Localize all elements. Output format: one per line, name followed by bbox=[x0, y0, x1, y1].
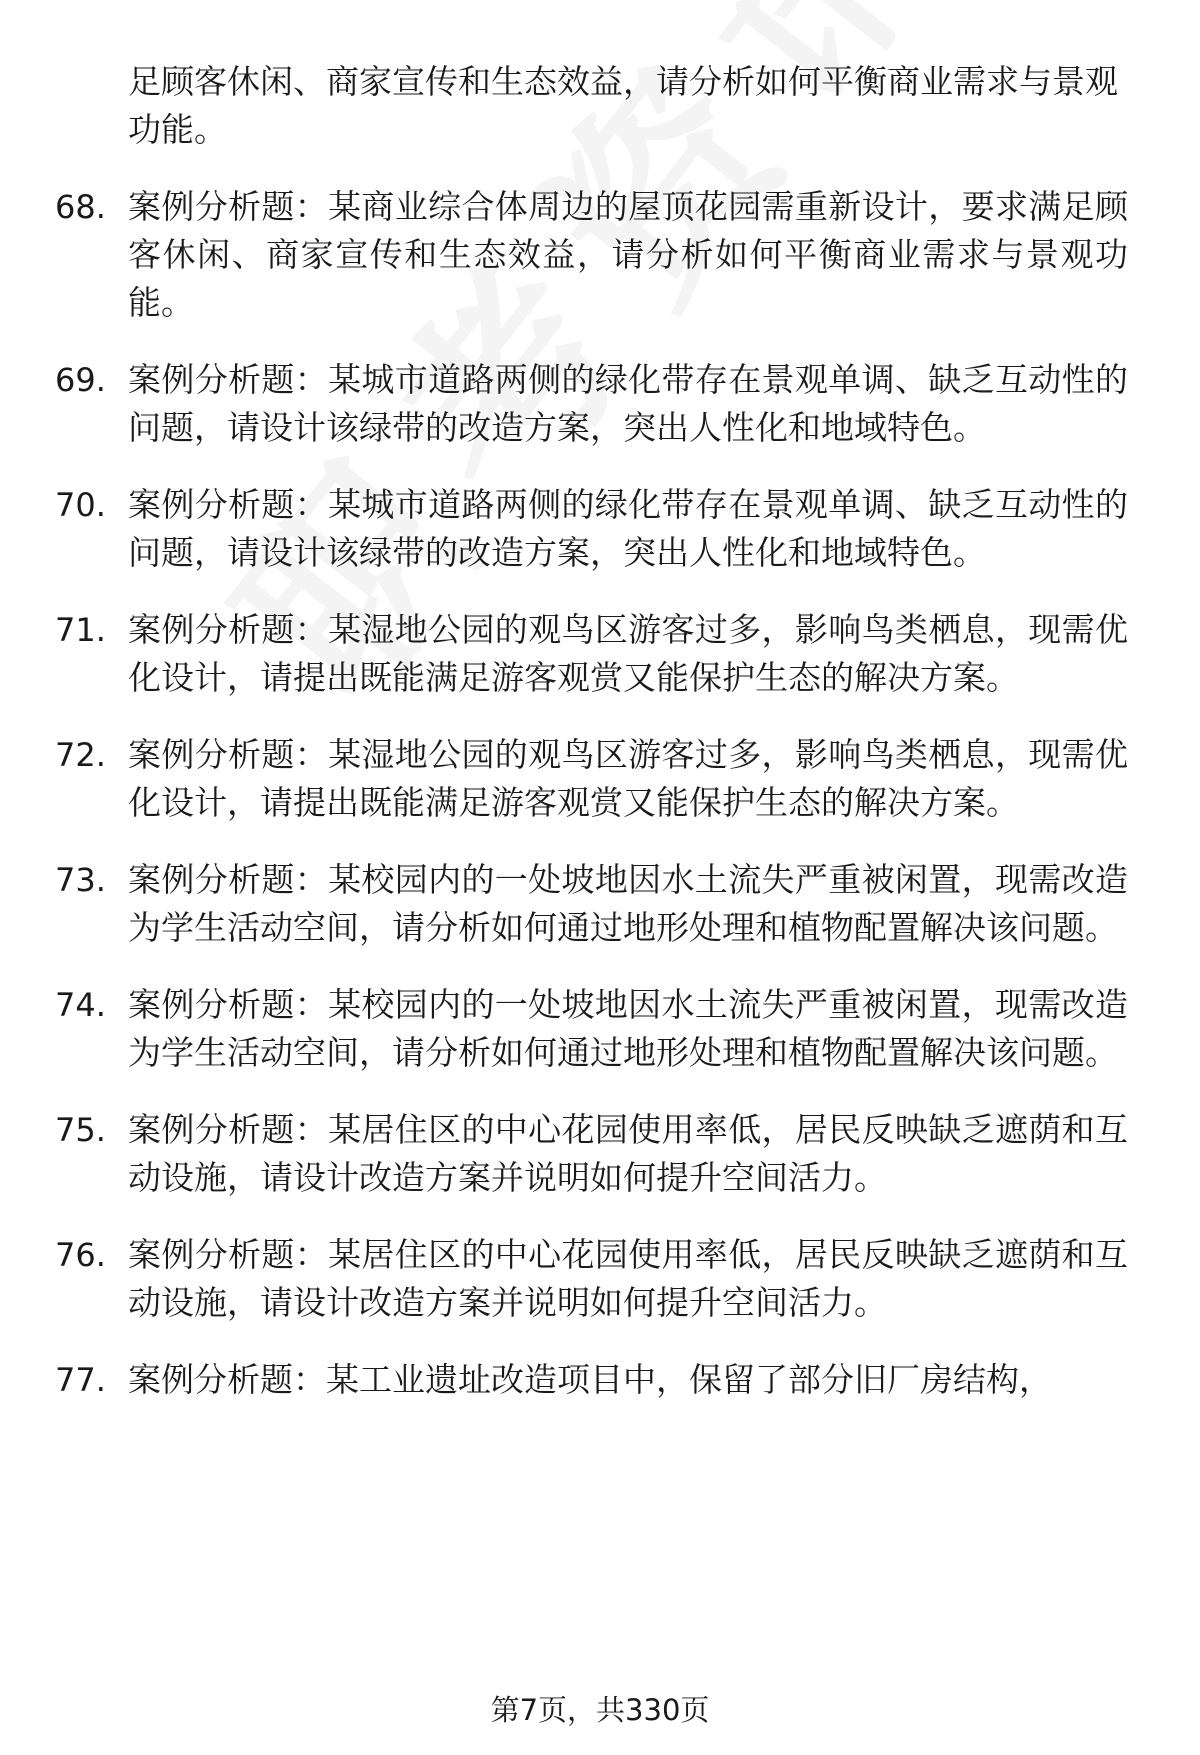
question-item bbox=[55, 856, 1145, 952]
question-number: 75. bbox=[55, 1111, 106, 1149]
question-item bbox=[55, 1231, 1145, 1327]
question-number: 72. bbox=[55, 736, 106, 774]
question-text: 案例分析题：某校园内的一处坡地因水土流失严重被闲置，现需改造为学生活动空间，请分析如何通过地形处理和植物配置解决该问题。 bbox=[128, 860, 1128, 947]
page-footer: 第7页，共330页 bbox=[490, 1693, 710, 1727]
question-item bbox=[55, 183, 1145, 327]
question-text: 案例分析题：某工业遗址改造项目中，保留了部分旧厂房结构， bbox=[128, 1360, 1052, 1399]
question-text: 案例分析题：某城市道路两侧的绿化带存在景观单调、缺乏互动性的问题，请设计该绿带的改造方案，突出人性化和地域特色。 bbox=[128, 485, 1128, 572]
question-number: 74. bbox=[55, 986, 106, 1024]
question-number: 70. bbox=[55, 486, 106, 524]
question-text: 案例分析题：某居住区的中心花园使用率低，居民反映缺乏遮荫和互动设施，请设计改造方案并说明如何提升空间活力。 bbox=[128, 1110, 1128, 1197]
question-item bbox=[55, 1106, 1145, 1202]
question-text: 案例分析题：某湿地公园的观鸟区游客过多，影响鸟类栖息，现需优化设计，请提出既能满足游客观赏又能保护生态的解决方案。 bbox=[128, 735, 1128, 822]
question-item bbox=[55, 606, 1145, 702]
question-number: 68. bbox=[55, 188, 106, 226]
question-item bbox=[55, 1356, 1145, 1404]
question-text: 案例分析题：某校园内的一处坡地因水土流失严重被闲置，现需改造为学生活动空间，请分析如何通过地形处理和植物配置解决该问题。 bbox=[128, 985, 1128, 1072]
question-list bbox=[55, 58, 1145, 1433]
question-number: 77. bbox=[55, 1361, 106, 1399]
question-item bbox=[55, 731, 1145, 827]
question-text: 案例分析题：某城市道路两侧的绿化带存在景观单调、缺乏互动性的问题，请设计该绿带的改造方案，突出人性化和地域特色。 bbox=[128, 360, 1128, 447]
question-item bbox=[55, 981, 1145, 1077]
question-text: 案例分析题：某居住区的中心花园使用率低，居民反映缺乏遮荫和互动设施，请设计改造方案并说明如何提升空间活力。 bbox=[128, 1235, 1128, 1322]
question-item bbox=[55, 356, 1145, 452]
question-text: 案例分析题：某商业综合体周边的屋顶花园需重新设计，要求满足顾客休闲、商家宣传和生态效益，请分析如何平衡商业需求与景观功能。 bbox=[128, 187, 1128, 322]
question-text: 案例分析题：某湿地公园的观鸟区游客过多，影响鸟类栖息，现需优化设计，请提出既能满足游客观赏又能保护生态的解决方案。 bbox=[128, 610, 1128, 697]
question-number: 71. bbox=[55, 611, 106, 649]
question-item bbox=[55, 481, 1145, 577]
continued-question-text: 足顾客休闲、商家宣传和生态效益，请分析如何平衡商业需求与景观功能。 bbox=[128, 62, 1118, 149]
question-number: 73. bbox=[55, 861, 106, 899]
question-number: 76. bbox=[55, 1236, 106, 1274]
question-number: 69. bbox=[55, 361, 106, 399]
